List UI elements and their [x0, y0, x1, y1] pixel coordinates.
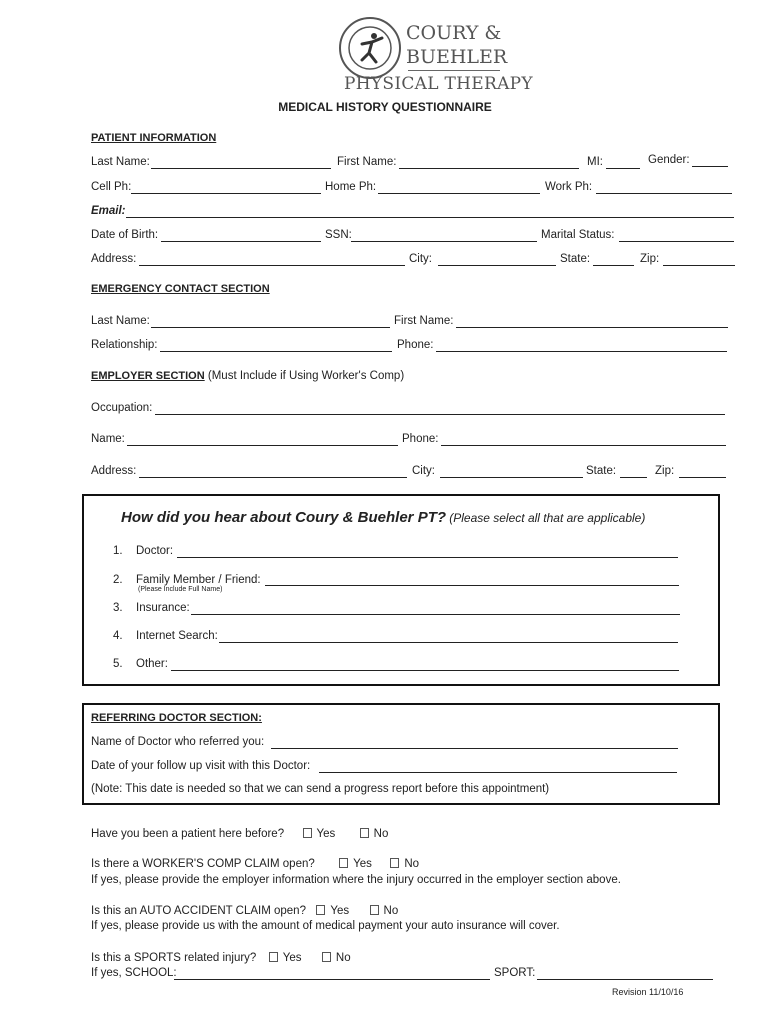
patient-ssn-label: SSN: — [325, 229, 352, 241]
no-label: No — [383, 905, 399, 917]
q-workers-comp-row — [91, 858, 419, 870]
q-sports-yes[interactable] — [269, 952, 302, 964]
patient-dob-label: Date of Birth: — [91, 229, 159, 241]
q-sports-no[interactable] — [322, 952, 351, 964]
emergency-heading: EMERGENCY CONTACT SECTION — [91, 283, 270, 295]
checkbox-icon — [339, 858, 348, 868]
patient-ssn-field[interactable] — [351, 241, 537, 242]
q-workers-comp-no[interactable] — [390, 858, 419, 870]
q-workers-comp-yes[interactable] — [339, 858, 372, 870]
employer-occupation-field[interactable] — [155, 414, 725, 415]
employer-occupation-label: Occupation: — [91, 402, 153, 414]
patient-first-name-field[interactable] — [399, 168, 579, 169]
patient-state-label: State: — [560, 253, 591, 265]
employer-zip-field[interactable] — [679, 477, 726, 478]
employer-phone-label: Phone: — [402, 433, 439, 445]
referral-source-title-row — [121, 509, 645, 526]
referring-followup-field[interactable] — [319, 772, 677, 773]
emergency-phone-field[interactable] — [436, 351, 727, 352]
patient-email-field[interactable] — [126, 217, 734, 218]
q-workers-comp-note: If yes, please provide the employer information where the injury occurred in the employer section above. — [91, 874, 621, 886]
patient-city-label: City: — [409, 253, 432, 265]
checkbox-icon — [269, 952, 278, 962]
page-title: MEDICAL HISTORY QUESTIONNAIRE — [278, 100, 492, 114]
q-auto-accident: Is this an AUTO ACCIDENT CLAIM open? — [91, 905, 306, 917]
yes-label: Yes — [282, 952, 302, 964]
q-auto-accident-no[interactable] — [370, 905, 399, 917]
patient-last-name-field[interactable] — [151, 168, 331, 169]
q-auto-accident-note: If yes, please provide us with the amount of medical payment your auto insurance will cover. — [91, 920, 560, 932]
referral-item-label: Family Member / Friend: — [136, 574, 261, 586]
patient-gender-label: Gender: — [648, 154, 690, 166]
referral-family-field[interactable] — [265, 585, 679, 586]
referral-item-label: Doctor: — [136, 545, 174, 557]
employer-city-field[interactable] — [440, 477, 583, 478]
checkbox-icon — [322, 952, 331, 962]
referral-internet-field[interactable] — [219, 642, 678, 643]
no-label: No — [335, 952, 351, 964]
logo-name-line1: COURY & — [406, 22, 502, 44]
referral-doctor-field[interactable] — [177, 557, 678, 558]
patient-gender-field[interactable] — [692, 166, 728, 167]
logo — [338, 12, 533, 96]
employer-address-field[interactable] — [139, 477, 407, 478]
employer-zip-label: Zip: — [655, 465, 675, 477]
patient-marital-field[interactable] — [619, 241, 734, 242]
patient-address-field[interactable] — [139, 265, 405, 266]
referral-source-title: How did you hear about Coury & Buehler PT? — [121, 509, 447, 526]
referral-item-number: 2. — [113, 574, 123, 586]
emergency-last-name-field[interactable] — [151, 327, 390, 328]
yes-label: Yes — [316, 828, 336, 840]
emergency-last-name-label: Last Name: — [91, 315, 150, 327]
q-prior-patient-row — [91, 828, 388, 840]
referring-name-field[interactable] — [271, 748, 678, 749]
employer-phone-field[interactable] — [441, 445, 726, 446]
sport-field[interactable] — [537, 979, 713, 980]
checkbox-icon — [303, 828, 312, 838]
patient-work-label: Work Ph: — [545, 181, 593, 193]
employer-heading-row — [91, 370, 404, 382]
patient-work-field[interactable] — [596, 193, 732, 194]
revision-text: Revision 11/10/16 — [612, 987, 684, 997]
q-auto-accident-yes[interactable] — [316, 905, 349, 917]
no-label: No — [404, 858, 420, 870]
school-field[interactable] — [174, 979, 490, 980]
referring-followup-label: Date of your follow up visit with this Doctor: — [91, 760, 311, 772]
emergency-phone-label: Phone: — [397, 339, 434, 351]
school-label: If yes, SCHOOL: — [91, 967, 177, 979]
patient-first-name-label: First Name: — [337, 156, 397, 168]
patient-address-label: Address: — [91, 253, 137, 265]
patient-zip-field[interactable] — [663, 265, 735, 266]
patient-last-name-label: Last Name: — [91, 156, 150, 168]
referral-item-label: Other: — [136, 658, 168, 670]
checkbox-icon — [370, 905, 379, 915]
no-label: No — [373, 828, 389, 840]
yes-label: Yes — [330, 905, 350, 917]
logo-tagline: PHYSICAL THERAPY — [344, 74, 533, 94]
q-prior-patient-yes[interactable] — [303, 828, 336, 840]
patient-cell-field[interactable] — [131, 193, 321, 194]
emergency-relationship-label: Relationship: — [91, 339, 158, 351]
logo-name-line2: BUEHLER — [406, 46, 508, 68]
referring-note: (Note: This date is needed so that we can send a progress report before this appointment) — [91, 783, 550, 795]
emergency-first-name-field[interactable] — [456, 327, 728, 328]
referral-item-number: 4. — [113, 630, 123, 642]
patient-marital-label: Marital Status: — [541, 229, 615, 241]
logo-emblem-icon — [338, 16, 402, 80]
logo-divider — [408, 70, 500, 71]
patient-dob-field[interactable] — [161, 241, 321, 242]
referral-item-number: 3. — [113, 602, 123, 614]
patient-cell-label: Cell Ph: — [91, 181, 132, 193]
patient-email-label: Email: — [91, 205, 126, 217]
patient-home-label: Home Ph: — [325, 181, 377, 193]
yes-label: Yes — [353, 858, 372, 870]
q-workers-comp: Is there a WORKER'S COMP CLAIM open? — [91, 858, 315, 870]
employer-name-field[interactable] — [127, 445, 398, 446]
checkbox-icon — [316, 905, 325, 915]
referral-family-hint: (Please Include Full Name) — [138, 586, 223, 593]
patient-home-field[interactable] — [378, 193, 540, 194]
employer-city-label: City: — [412, 465, 435, 477]
q-prior-patient: Have you been a patient here before? — [91, 828, 285, 840]
employer-note: (Must Include if Using Worker's Comp) — [207, 370, 405, 382]
employer-name-label: Name: — [91, 433, 125, 445]
referral-item-number: 1. — [113, 545, 123, 557]
referral-item-label: Insurance: — [136, 602, 190, 614]
q-auto-accident-row — [91, 905, 398, 917]
employer-address-label: Address: — [91, 465, 137, 477]
referring-name-label: Name of Doctor who referred you: — [91, 736, 265, 748]
q-sports: Is this a SPORTS related injury? — [91, 952, 257, 964]
patient-state-field[interactable] — [593, 265, 634, 266]
patient-heading: PATIENT INFORMATION — [91, 132, 217, 144]
sport-label: SPORT: — [494, 967, 536, 979]
patient-city-field[interactable] — [438, 265, 556, 266]
q-sports-row — [91, 952, 351, 964]
patient-zip-label: Zip: — [640, 253, 660, 265]
q-prior-patient-no[interactable] — [360, 828, 389, 840]
referral-item-label: Internet Search: — [136, 630, 218, 642]
referral-other-field[interactable] — [171, 670, 679, 671]
referral-item-number: 5. — [113, 658, 123, 670]
employer-heading: EMPLOYER SECTION — [91, 370, 205, 382]
patient-mi-field[interactable] — [606, 168, 640, 169]
referral-insurance-field[interactable] — [191, 614, 680, 615]
employer-state-label: State: — [586, 465, 617, 477]
emergency-first-name-label: First Name: — [394, 315, 454, 327]
checkbox-icon — [390, 858, 399, 868]
emergency-relationship-field[interactable] — [160, 351, 392, 352]
referral-source-note: (Please select all that are applicable) — [449, 511, 646, 525]
checkbox-icon — [360, 828, 369, 838]
referring-heading: REFERRING DOCTOR SECTION: — [91, 712, 262, 724]
employer-state-field[interactable] — [620, 477, 647, 478]
patient-mi-label: MI: — [587, 156, 603, 168]
